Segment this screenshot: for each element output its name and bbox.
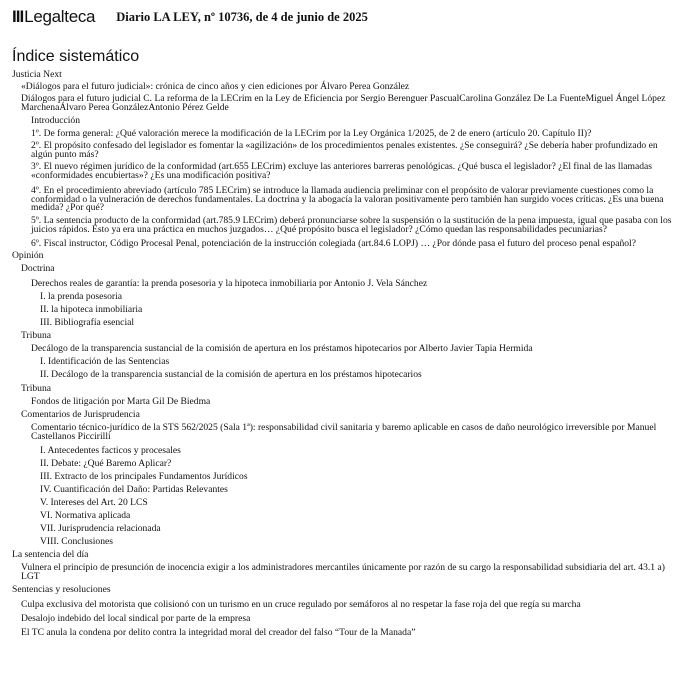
table-of-contents xyxy=(0,70,674,641)
toc-link[interactable]: II. la hipoteca inmobiliaria xyxy=(40,304,143,315)
issue-title: Diario LA LEY, nº 10736, de 4 de junio de 2025 xyxy=(116,9,368,24)
toc-link[interactable]: Introducción xyxy=(31,115,81,126)
toc-link[interactable]: I. la prenda posesoria xyxy=(40,291,123,302)
toc-link[interactable]: 1º. De forma general: ¿Qué valoración merece la modificación de la LECrim por la Ley Orgánica 1/2025, de 2 de enero (artículo 20. Capítulo II)? xyxy=(31,128,592,139)
toc-link[interactable]: Vulnera el principio de presunción de inocencia exigir a los administradores mercantiles únicamente por razón de su cargo la responsabilidad subsidiaria del art. 43.1 a) LGT xyxy=(21,562,665,582)
toc-link[interactable]: VI. Normativa aplicada xyxy=(40,510,131,521)
toc-link[interactable]: El TC anula la condena por delito contra la integridad moral del creador del falso “Tour de la Manada” xyxy=(21,627,416,638)
toc-link[interactable]: V. Intereses del Art. 20 LCS xyxy=(40,497,148,508)
section-heading: La sentencia del día xyxy=(12,549,89,560)
toc-link[interactable]: III. Bibliografía esencial xyxy=(40,317,135,328)
toc-link[interactable]: I. Identificación de las Sentencias xyxy=(40,356,170,367)
toc-link[interactable]: II. Debate: ¿Qué Baremo Aplicar? xyxy=(40,458,172,469)
toc-link[interactable]: VII. Jurisprudencia relacionada xyxy=(40,523,161,534)
subsection-heading: Doctrina xyxy=(21,263,55,274)
page-header xyxy=(0,0,674,34)
section-heading: Opinión xyxy=(12,250,44,261)
toc-link[interactable]: Fondos de litigación por Marta Gil De Biedma xyxy=(31,396,211,407)
toc-link[interactable]: IV. Cuantificación del Daño: Partidas Relevantes xyxy=(40,484,228,495)
toc-link[interactable]: II. Decálogo de la transparencia sustancial de la comisión de apertura en los préstamos hipotecarios xyxy=(40,369,422,380)
toc-link[interactable]: Comentario técnico-jurídico de la STS 562/2025 (Sala 1ª): responsabilidad civil sanitaria y baremo aplicable en casos de daño neurológico irreversible por Manuel Castellanos Piccirilli xyxy=(31,422,657,442)
toc-link[interactable]: 5º. La sentencia producto de la conformidad (art.785.9 LECrim) deberá pronunciarse sobre la suspensión o la sustitución de la pena impuesta, igual que pasaba con los juicios rápidos. Esto ya era una práctica en muchos juzgados… ¿Qué propósito busca el legislador? ¿Cómo quedan las responsabilidades pecuniarias? xyxy=(31,215,672,235)
toc-link[interactable]: «Diálogos para el futuro judicial»: crónica de cinco años y cien ediciones por Álvaro Perea González xyxy=(21,81,410,92)
subsection-heading: Tribuna xyxy=(21,330,52,341)
subsection-heading: Tribuna xyxy=(21,383,52,394)
toc-link[interactable]: Desalojo indebido del local sindical por parte de la empresa xyxy=(21,613,251,624)
toc-link[interactable]: Culpa exclusiva del motorista que colisionó con un turismo en un cruce regulado por semáforos al no respetar la fase roja del que regía su marcha xyxy=(21,599,581,610)
logo-bars-icon: III xyxy=(12,7,24,26)
section-heading: Justicia Next xyxy=(12,69,62,80)
subsection-heading: Comentarios de Jurisprudencia xyxy=(21,409,140,420)
toc-link[interactable]: Diálogos para el futuro judicial C. La reforma de la LECrim en la Ley de Eficiencia por Sergio Berenguer PascualCarolina González De La FuenteMiguel Ángel López MarchenaÁlvaro Perea GonzálezAntonio Pérez Gelde xyxy=(21,93,666,113)
toc-link[interactable]: 6º. Fiscal instructor, Código Procesal Penal, potenciación de la instrucción colegiada (art.84.6 LOPJ) … ¿Por dónde pasa el futuro del proceso penal español? xyxy=(31,238,636,249)
toc-link[interactable]: I. Antecedentes facticos y procesales xyxy=(40,445,181,456)
toc-link[interactable]: Decálogo de la transparencia sustancial de la comisión de apertura en los préstamos hipotecarios por Alberto Javier Tapia Hermida xyxy=(31,343,533,354)
logo-text: Legalteca xyxy=(24,7,96,26)
toc-link[interactable]: 2º. El propósito confesado del legislador es fomentar la «agilización» de los procedimientos penales existentes. ¿Se conseguirá? ¿Se debería haber profundizado en algún punto más? xyxy=(31,140,658,160)
section-heading: Sentencias y resoluciones xyxy=(12,584,111,595)
page-title: Índice sistemático xyxy=(12,48,140,65)
legalteca-logo[interactable] xyxy=(12,7,95,27)
toc-link[interactable]: VIII. Conclusiones xyxy=(40,536,114,547)
toc-link[interactable]: III. Extracto de los principales Fundamentos Jurídicos xyxy=(40,471,248,482)
toc-link[interactable]: 4º. En el procedimiento abreviado (artículo 785 LECrim) se introduce la llamada audiencia preliminar con el propósito de valorar previamente cuestiones como la conformidad o la vulneración de derechos fundamentales. La doctrina y la abogacía la valoran positivamente pero también han surgido voces críticas. ¿Es una buena medida? ¿Por qué? xyxy=(31,185,664,214)
toc-link[interactable]: 3º. El nuevo régimen jurídico de la conformidad (art.655 LECrim) excluye las anteriores barreras penológicas. ¿Qué busca el legislador? ¿El final de las llamadas «conformidades encubiertas»? ¿Es una modificación positiva? xyxy=(31,161,653,181)
toc-link[interactable]: Derechos reales de garantía: la prenda posesoria y la hipoteca inmobiliaria por Antonio J. Vela Sánchez xyxy=(31,278,428,289)
